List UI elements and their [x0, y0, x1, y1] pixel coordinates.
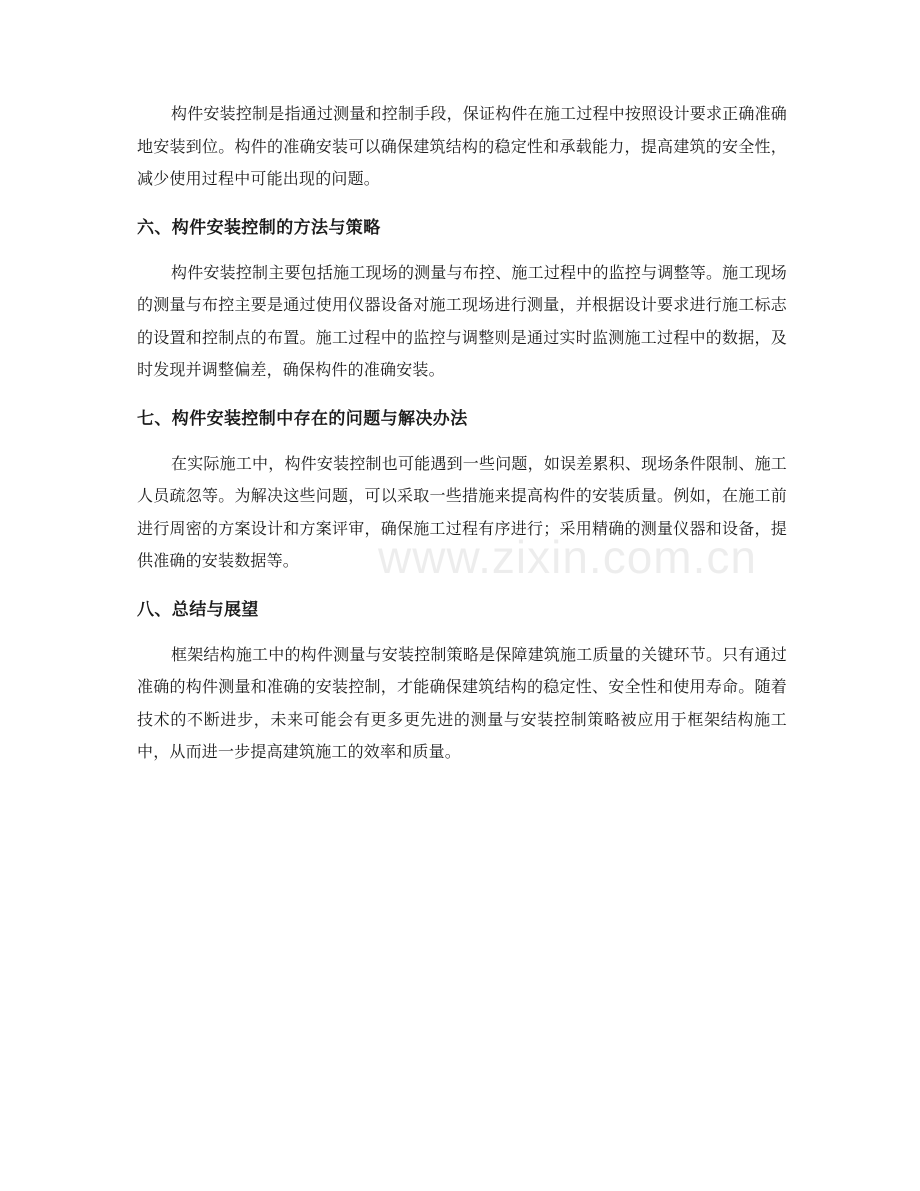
- section-paragraph-6: 构件安装控制主要包括施工现场的测量与布控、施工过程中的监控与调整等。施工现场的测量与布控主要是通过使用仪器设备对施工现场进行测量，并根据设计要求进行施工标志的设置和控制点的布置。施工过程中的监控与调整则是通过实时监测施工过程中的数据，及时发现并调整偏差，确保构件的准确安装。: [137, 262, 787, 379]
- watermark: www.zixin.com.cn: [378, 531, 757, 583]
- section-heading-8: 八、总结与展望: [137, 599, 259, 620]
- intro-paragraph: 构件安装控制是指通过测量和控制手段，保证构件在施工过程中按照设计要求正确准确地安装到位。构件的准确安装可以确保建筑结构的稳定性和承载能力，提高建筑的安全性，减少使用过程中可能出现的问题。: [137, 104, 787, 188]
- document-page: [137, 98, 787, 769]
- section-paragraph-7: 在实际施工中，构件安装控制也可能遇到一些问题，如误差累积、现场条件限制、施工人员疏忽等。为解决这些问题，可以采取一些措施来提高构件的安装质量。例如，在施工前进行周密的方案设计和方案评审，确保施工过程有序进行；采用精确的测量仪器和设备，提供准确的安装数据等。: [137, 453, 787, 570]
- section-paragraph-8: 框架结构施工中的构件测量与安装控制策略是保障建筑施工质量的关键环节。只有通过准确的构件测量和准确的安装控制，才能确保建筑结构的稳定性、安全性和使用寿命。随着技术的不断进步，未来可能会有更多更先进的测量与安装控制策略被应用于框架结构施工中，从而进一步提高建筑施工的效率和质量。: [137, 644, 787, 761]
- section-heading-6: 六、构件安装控制的方法与策略: [137, 217, 381, 238]
- section-heading-7: 七、构件安装控制中存在的问题与解决办法: [137, 408, 468, 429]
